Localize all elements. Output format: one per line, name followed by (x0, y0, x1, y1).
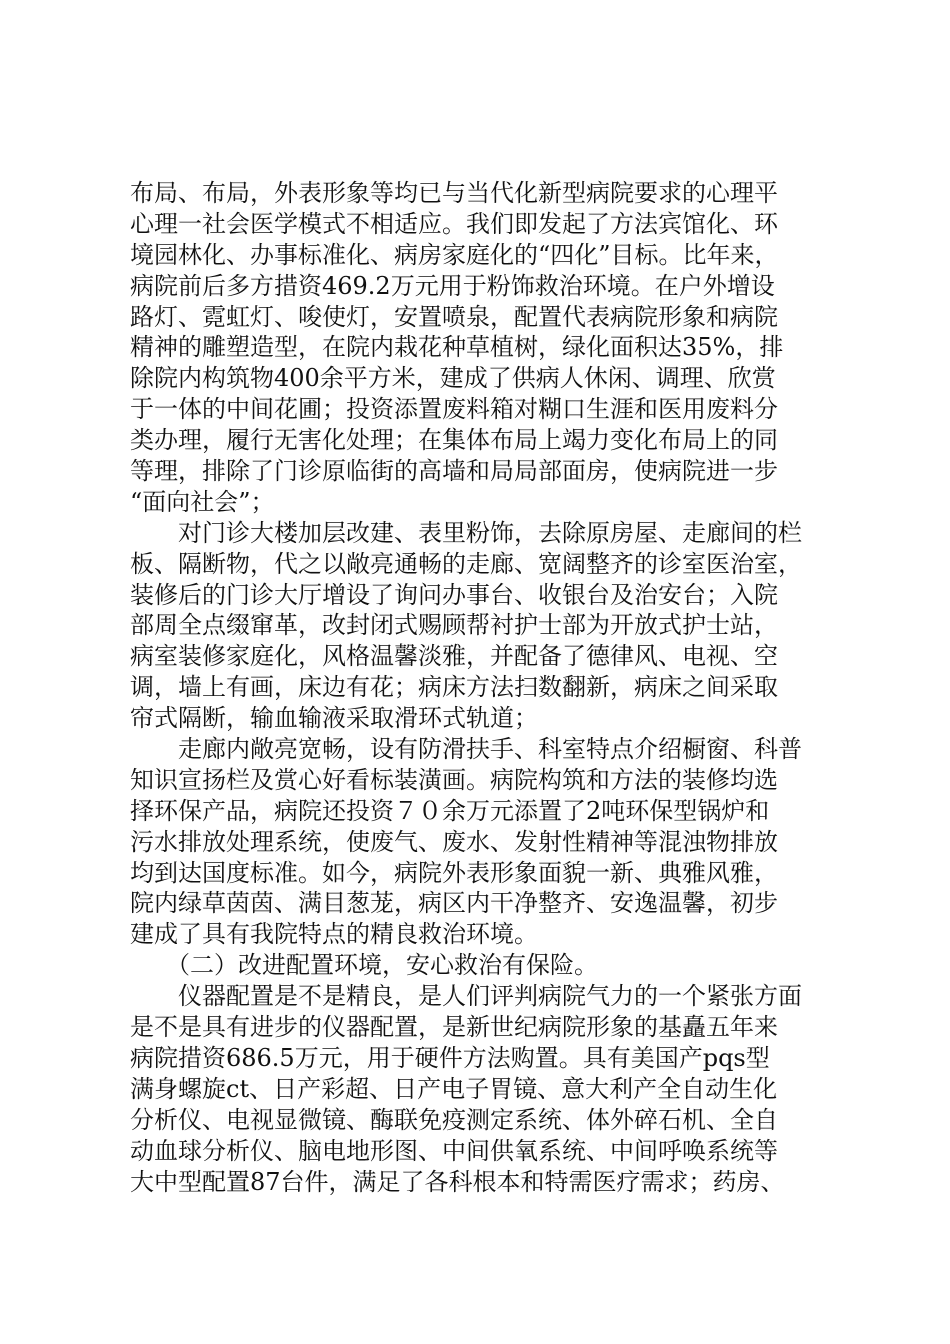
text-line: 动血球分析仪、脑电地形图、中间供氧系统、中间呼唤系统等 (130, 1136, 778, 1165)
text-line: 是不是具有进步的仪器配置，是新世纪病院形象的基矗五年来 (130, 1013, 778, 1042)
text-line: 等理，排除了门诊原临街的高墙和局局部面房，使病院进一步 (130, 457, 778, 486)
text-line: 路灯、霓虹灯、唆使灯，安置喷泉，配置代表病院形象和病院 (130, 302, 778, 331)
text-line: 于一体的中间花圃；投资添置废料箱对糊口生涯和医用废料分 (130, 395, 778, 424)
text-line: 境园林化、办事标准化、病房家庭化的“四化”目标。比年来， (130, 240, 779, 269)
paragraph-start-line: 仪器配置是不是精良，是人们评判病院气力的一个紧张方面 (130, 982, 802, 1011)
text-line: 除院内构筑物400余平方米，建成了供病人休闲、调理、欣赏 (130, 364, 776, 393)
text-line: 满身螺旋ct、日产彩超、日产电子胃镜、意大利产全自动生化 (130, 1074, 778, 1103)
text-line: 分析仪、电视显微镜、酶联免疫测定系统、体外碎石机、全自 (130, 1105, 778, 1134)
text-line: 帘式隔断，输血输液采取滑环式轨道； (130, 704, 538, 733)
text-line: 择环保产品，病院还投资７０余万元添置了2吨环保型锅炉和 (130, 796, 770, 825)
text-line: “面向社会”； (130, 487, 275, 516)
text-line: 病院措资686.5万元，用于硬件方法购置。具有美国产pqs型 (130, 1043, 770, 1072)
text-line: 心理一社会医学模式不相适应。我们即发起了方法宾馆化、环 (130, 209, 778, 238)
text-line: 布局、布局，外表形象等均已与当代化新型病院要求的心理平 (130, 179, 778, 207)
text-line: 病室装修家庭化，风格温馨淡雅，并配备了德律风、电视、空 (130, 642, 778, 671)
text-line: 调，墙上有画，床边有花；病床方法扫数翻新，病床之间采取 (130, 673, 778, 702)
text-line: 院内绿草茵茵、满目葱茏，病区内干净整齐、安逸温馨，初步 (130, 889, 778, 918)
text-line: 精神的雕塑造型，在院内栽花种草植树，绿化面积达35%，排 (130, 333, 784, 362)
text-line: 污水排放处理系统，使废气、废水、发射性精神等混浊物排放 (130, 827, 778, 856)
text-line: 建成了具有我院特点的精良救治环境。 (130, 920, 538, 949)
body-text (130, 178, 830, 1197)
text-line: 类办理，履行无害化处理；在集体布局上竭力变化布局上的同 (130, 426, 778, 455)
text-line: 病院前后多方措资469.2万元用于粉饰救治环境。在户外增设 (130, 271, 775, 300)
text-line: 部周全点缀窜革，改封闭式赐顾帮衬护士部为开放式护士站， (130, 611, 778, 640)
text-line: 大中型配置87台件，满足了各科根本和特需医疗需求；药房、 (130, 1167, 785, 1196)
text-line: 装修后的门诊大厅增设了询问办事台、收银台及治安台；入院 (130, 580, 778, 609)
paragraph-start-line: 对门诊大楼加层改建、表里粉饰，去除原房屋、走廊间的栏 (130, 518, 802, 547)
paragraph-start-line: 走廊内敞亮宽畅，设有防滑扶手、科室特点介绍橱窗、科普 (130, 735, 802, 764)
text-line: 知识宣扬栏及赏心好看标装潢画。病院构筑和方法的装修均选 (130, 765, 778, 794)
text-line: 均到达国度标准。如今，病院外表形象面貌一新、典雅风雅， (130, 858, 778, 887)
section-heading: （二）改进配置环境，安心救治有保险。 (130, 951, 598, 980)
text-line: 板、隔断物，代之以敞亮通畅的走廊、宽阔整齐的诊室医治室， (130, 549, 802, 578)
